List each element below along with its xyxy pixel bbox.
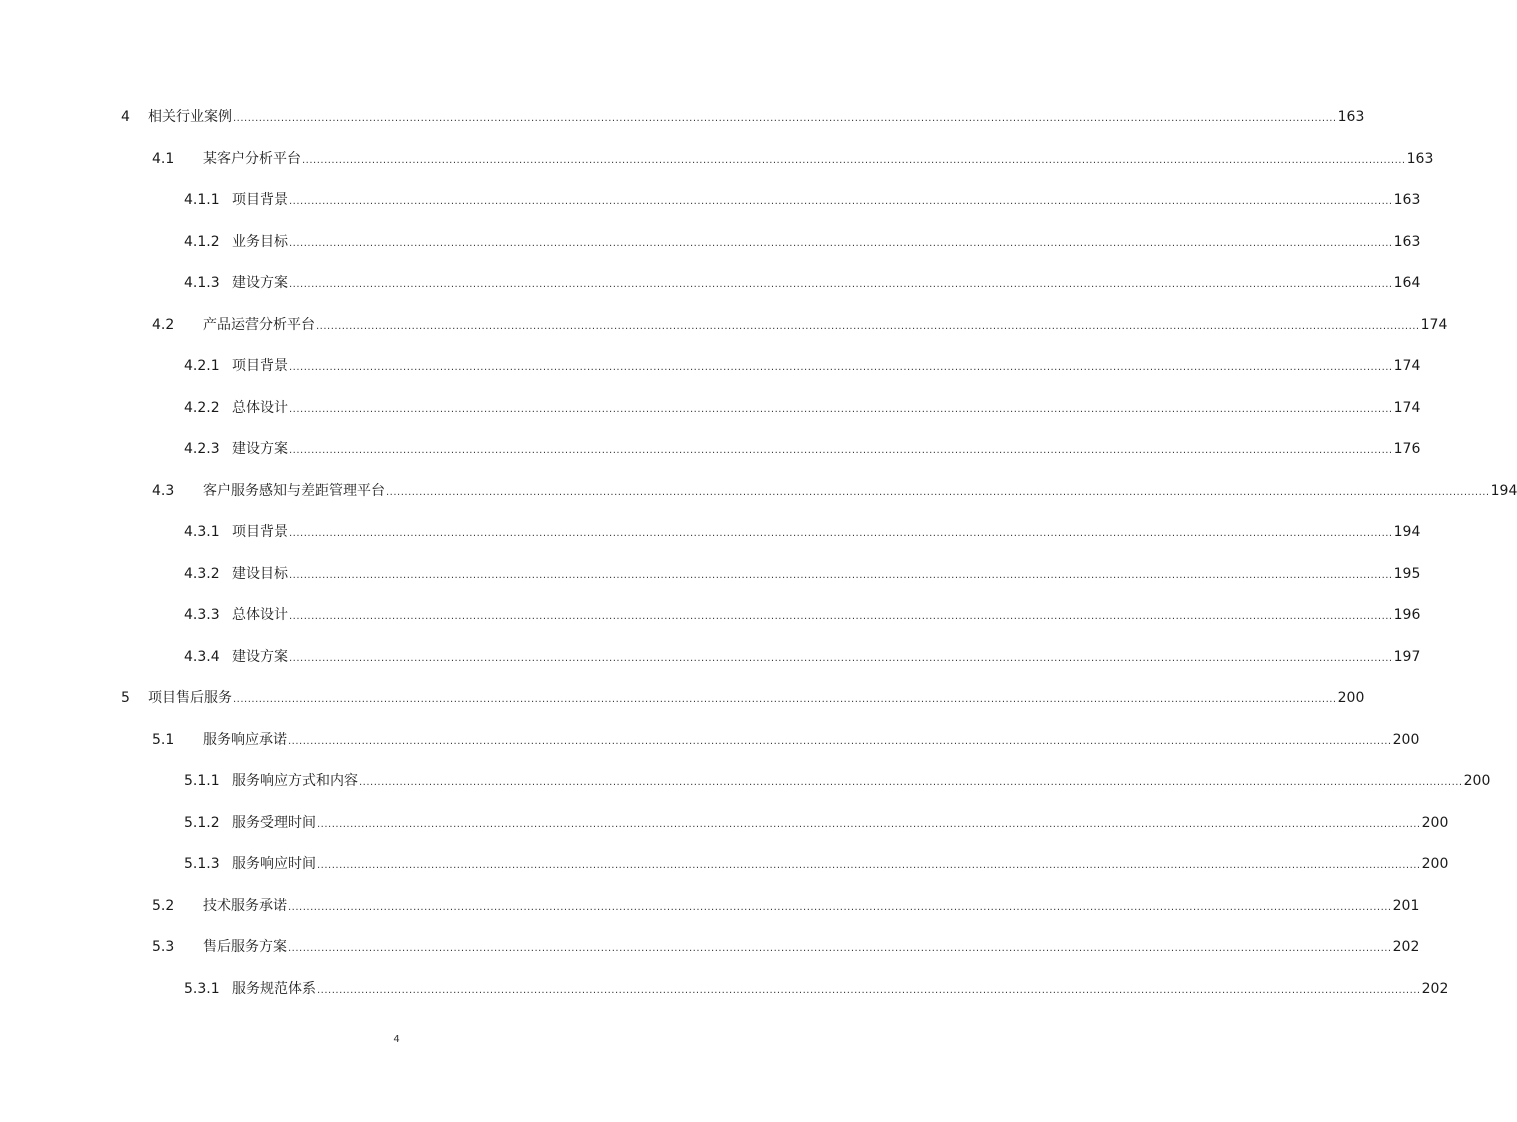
toc-entry-title: 项目背景 (232, 358, 288, 374)
dot-leader: ............................................................................................................................................................................................................................................................................................................ (317, 860, 1421, 871)
toc-entry[interactable] (0, 558, 1421, 600)
toc-entry[interactable] (0, 309, 1448, 351)
toc-entry-number: 5 (121, 690, 130, 706)
toc-entry-number: 4.1 (152, 150, 175, 167)
toc-entry-title: 项目背景 (232, 524, 288, 540)
toc-entry[interactable] (0, 807, 1449, 849)
toc-entry-title: 项目背景 (232, 192, 288, 208)
toc-entry-page: 174 (1393, 399, 1421, 416)
toc-entry-number: 4.3.2 (184, 565, 220, 582)
toc-entry-page: 200 (1337, 690, 1365, 706)
toc-entry-page: 176 (1393, 441, 1421, 457)
toc-entry-title: 服务受理时间 (232, 814, 316, 831)
dot-leader: ............................................................................................................................................................................................................................................................................................................ (386, 486, 1490, 498)
dot-leader: ............................................................................................................................................................................................................................................................................................................ (317, 818, 1421, 830)
toc-entry-title: 建设方案 (232, 441, 288, 457)
toc-entry-number: 4.2.3 (184, 441, 220, 457)
dot-leader: ............................................................................................................................................................................................................................................................................................................ (289, 237, 1393, 249)
toc-entry-number: 4.3.1 (184, 524, 220, 540)
toc-entry[interactable] (0, 226, 1421, 268)
toc-entry[interactable] (0, 765, 1491, 807)
toc-entry-number: 4.3.3 (184, 607, 220, 623)
toc-entry-line (232, 267, 1421, 301)
toc-entry-line (232, 848, 1449, 882)
toc-entry-page: 163 (1406, 150, 1434, 167)
toc-entry-page: 200 (1392, 731, 1420, 748)
page-number: 4 (393, 1034, 400, 1045)
toc-entry[interactable] (0, 931, 1420, 973)
dot-leader: ............................................................................................................................................................................................................................................................................................................ (302, 154, 1406, 166)
dot-leader: ............................................................................................................................................................................................................................................................................................................ (289, 528, 1393, 539)
dot-leader: ............................................................................................................................................................................................................................................................................................................ (288, 901, 1392, 913)
dot-leader: ............................................................................................................................................................................................................................................................................................................ (289, 403, 1393, 415)
dot-leader: ............................................................................................................................................................................................................................................................................................................ (289, 196, 1393, 207)
toc-entry-number: 5.1.3 (184, 856, 220, 872)
toc-entry[interactable] (0, 890, 1420, 932)
dot-leader: ............................................................................................................................................................................................................................................................................................................ (289, 611, 1393, 622)
toc-entry-number: 5.3.1 (184, 980, 220, 997)
toc-entry-number: 4.2.1 (184, 358, 220, 374)
toc-entry-page: 201 (1392, 897, 1420, 914)
toc-entry-number: 4.2 (152, 316, 175, 333)
toc-entry-page: 163 (1393, 192, 1421, 208)
dot-leader: ............................................................................................................................................................................................................................................................................................................ (288, 943, 1392, 954)
dot-leader: ............................................................................................................................................................................................................................................................................................................ (289, 569, 1393, 581)
toc-entry-page: 163 (1393, 233, 1421, 250)
toc-entry-line (232, 807, 1449, 841)
toc-entry-page: 200 (1421, 856, 1449, 872)
toc-entry-title: 服务规范体系 (232, 980, 316, 997)
toc-entry-line (232, 516, 1421, 550)
dot-leader: ............................................................................................................................................................................................................................................................................................................ (233, 113, 1337, 124)
toc-entry-page: 194 (1393, 524, 1421, 540)
toc-entry-title: 业务目标 (232, 233, 288, 250)
toc-entry-line (232, 392, 1421, 426)
table-of-contents (0, 101, 1517, 1014)
toc-entry-line (232, 350, 1421, 384)
toc-entry[interactable] (0, 101, 1365, 143)
toc-entry-line (203, 931, 1420, 965)
dot-leader: ............................................................................................................................................................................................................................................................................................................ (289, 279, 1393, 290)
toc-entry[interactable] (0, 973, 1449, 1015)
toc-entry-number: 4.2.2 (184, 399, 220, 416)
toc-entry-page: 202 (1392, 939, 1420, 955)
toc-entry-title: 售后服务方案 (203, 939, 287, 955)
toc-entry[interactable] (0, 641, 1421, 683)
toc-entry[interactable] (0, 350, 1421, 392)
dot-leader: ............................................................................................................................................................................................................................................................................................................ (317, 984, 1421, 996)
toc-entry-page: 194 (1490, 482, 1517, 499)
toc-entry[interactable] (0, 724, 1420, 766)
dot-leader: ............................................................................................................................................................................................................................................................................................................ (289, 652, 1393, 664)
dot-leader: ............................................................................................................................................................................................................................................................................................................ (289, 362, 1393, 373)
toc-entry-title: 服务响应方式和内容 (232, 773, 358, 789)
toc-entry-number: 5.1 (152, 731, 175, 748)
toc-entry[interactable] (0, 848, 1449, 890)
toc-entry[interactable] (0, 682, 1365, 724)
toc-entry-line (203, 475, 1517, 509)
toc-entry-number: 5.1.2 (184, 814, 220, 831)
toc-entry-page: 196 (1393, 607, 1421, 623)
toc-entry-page: 163 (1337, 109, 1365, 125)
toc-entry-title: 服务响应时间 (232, 856, 316, 872)
toc-entry-number: 4.3 (152, 482, 175, 499)
toc-entry-number: 4.1.3 (184, 275, 220, 291)
toc-entry-page: 197 (1393, 648, 1421, 665)
toc-entry-title: 总体设计 (232, 607, 288, 623)
dot-leader: ............................................................................................................................................................................................................................................................................................................ (289, 445, 1393, 456)
toc-entry-page: 202 (1421, 980, 1449, 997)
toc-entry-line (232, 433, 1421, 467)
toc-entry-title: 项目售后服务 (148, 690, 232, 706)
toc-entry[interactable] (0, 516, 1421, 558)
toc-entry-line (232, 558, 1421, 592)
toc-entry-title: 相关行业案例 (148, 109, 232, 125)
toc-entry-page: 200 (1421, 814, 1449, 831)
toc-entry-title: 总体设计 (232, 399, 288, 416)
toc-entry-title: 服务响应承诺 (203, 731, 287, 748)
toc-entry-title: 客户服务感知与差距管理平台 (203, 482, 385, 499)
toc-entry-number: 4.3.4 (184, 648, 220, 665)
toc-entry-page: 200 (1463, 773, 1491, 789)
toc-entry-title: 建设方案 (232, 275, 288, 291)
toc-entry-line (232, 226, 1421, 260)
toc-entry[interactable] (0, 392, 1421, 434)
toc-entry-line (232, 765, 1491, 799)
toc-entry-line (232, 641, 1421, 675)
dot-leader: ............................................................................................................................................................................................................................................................................................................ (233, 694, 1337, 705)
toc-entry-line (232, 599, 1421, 633)
toc-entry-line (232, 184, 1421, 218)
toc-entry[interactable] (0, 475, 1517, 517)
toc-entry-line (203, 890, 1420, 924)
toc-entry-title: 某客户分析平台 (203, 150, 301, 167)
toc-entry-page: 195 (1393, 565, 1421, 582)
dot-leader: ............................................................................................................................................................................................................................................................................................................ (316, 320, 1420, 332)
toc-entry[interactable] (0, 267, 1421, 309)
toc-entry-line (232, 973, 1449, 1007)
toc-entry-page: 174 (1393, 358, 1421, 374)
toc-entry-title: 技术服务承诺 (203, 897, 287, 914)
toc-entry-line (203, 309, 1448, 343)
toc-entry-page: 164 (1393, 275, 1421, 291)
toc-entry-line (148, 682, 1365, 716)
toc-entry[interactable] (0, 433, 1421, 475)
toc-entry-number: 4.1.1 (184, 192, 220, 208)
dot-leader: ............................................................................................................................................................................................................................................................................................................ (288, 735, 1392, 747)
toc-entry-line (203, 143, 1434, 177)
toc-entry-line (148, 101, 1365, 135)
toc-entry-number: 4.1.2 (184, 233, 220, 250)
toc-entry-line (203, 724, 1420, 758)
toc-entry-page: 174 (1420, 316, 1448, 333)
toc-entry-title: 产品运营分析平台 (203, 316, 315, 333)
toc-entry-title: 建设目标 (232, 565, 288, 582)
toc-entry-title: 建设方案 (232, 648, 288, 665)
toc-entry-number: 5.3 (152, 939, 175, 955)
toc-entry[interactable] (0, 599, 1421, 641)
toc-entry-number: 5.1.1 (184, 773, 220, 789)
toc-entry-number: 5.2 (152, 897, 175, 914)
toc-entry[interactable] (0, 143, 1434, 185)
dot-leader: ............................................................................................................................................................................................................................................................................................................ (359, 777, 1463, 788)
toc-entry-number: 4 (121, 109, 130, 125)
toc-entry[interactable] (0, 184, 1421, 226)
